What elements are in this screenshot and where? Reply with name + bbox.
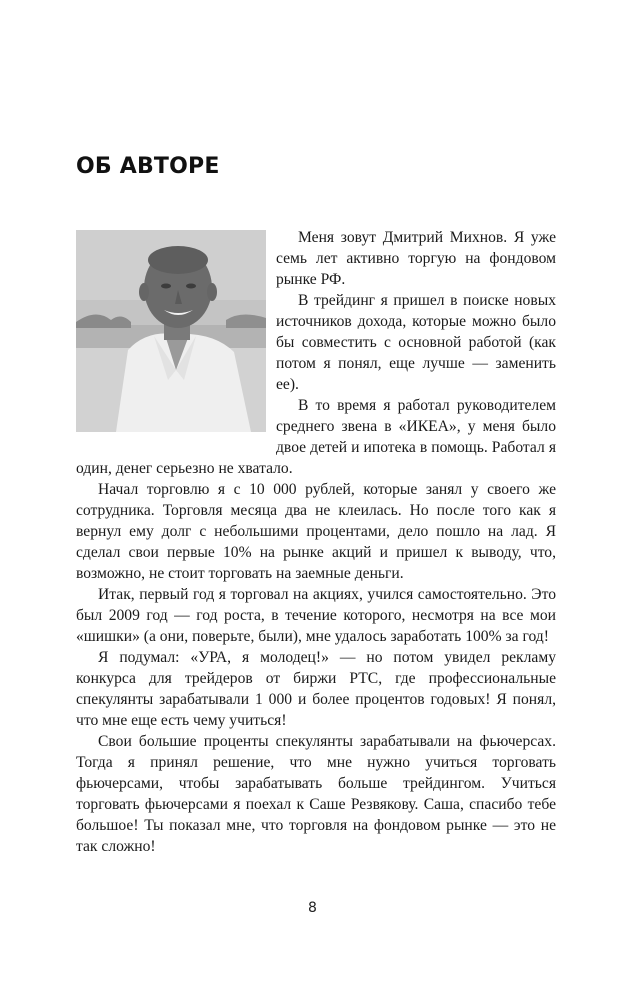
body-text — [76, 227, 556, 857]
section-heading: ОБ АВТОРЕ — [76, 154, 220, 179]
paragraph: В трейдинг я пришел в поиске новых источников дохода, которые можно было бы совместить с основной работой (как потом я понял, еще лучше — заменить ее). — [276, 292, 556, 393]
paragraph: Начал торговлю я с 10 000 рублей, которые занял у своего же сотрудника. Торговля месяца два не клеилась. Но после того как я вернул ему долг с небольшими процентами, дело пошло на лад. Я сделал свои первые 10% на рынке акций и пришел к выводу, что, возможно, не стоит торговать на заемные деньги. — [76, 481, 556, 582]
photo-wrap-spacer — [76, 227, 276, 439]
paragraph: Свои большие проценты спекулянты зарабатывали на фьючерсах. Тогда я принял решение, что мне нужно учиться торговать фьючерсами, чтобы зарабатывать больше трейдингом. Учиться торговать фьючерсами я поехал к Саше Резвякову. Саша, спасибо тебе большое! Ты показал мне, что торговля на фондовом рынке — это не так сложно! — [76, 733, 556, 855]
paragraph: В то время я работал руководителем среднего звена в «ИКЕА», у меня было двое детей и ипотека в помощь. Работал я один, денег серьезно не хватало. — [76, 397, 556, 477]
paragraph: Итак, первый год я торговал на акциях, учился самостоятельно. Это был 2009 год — год роста, в течение которого, несмотря на все мои «шишки» (а они, поверьте, были), мне удалось заработать 100% за год! — [76, 586, 556, 645]
paragraph: Я подумал: «УРА, я молодец!» — но потом увидел рекламу конкурса для трейдеров от биржи РТС, где профессиональные спекулянты зарабатывали 1 000 и более процентов годовых! Я понял, что мне еще есть чему учиться! — [76, 649, 556, 729]
page-number: 8 — [308, 900, 317, 916]
paragraph: Меня зовут Дмитрий Михнов. Я уже семь лет активно торгую на фондовом рынке РФ. — [276, 229, 556, 288]
